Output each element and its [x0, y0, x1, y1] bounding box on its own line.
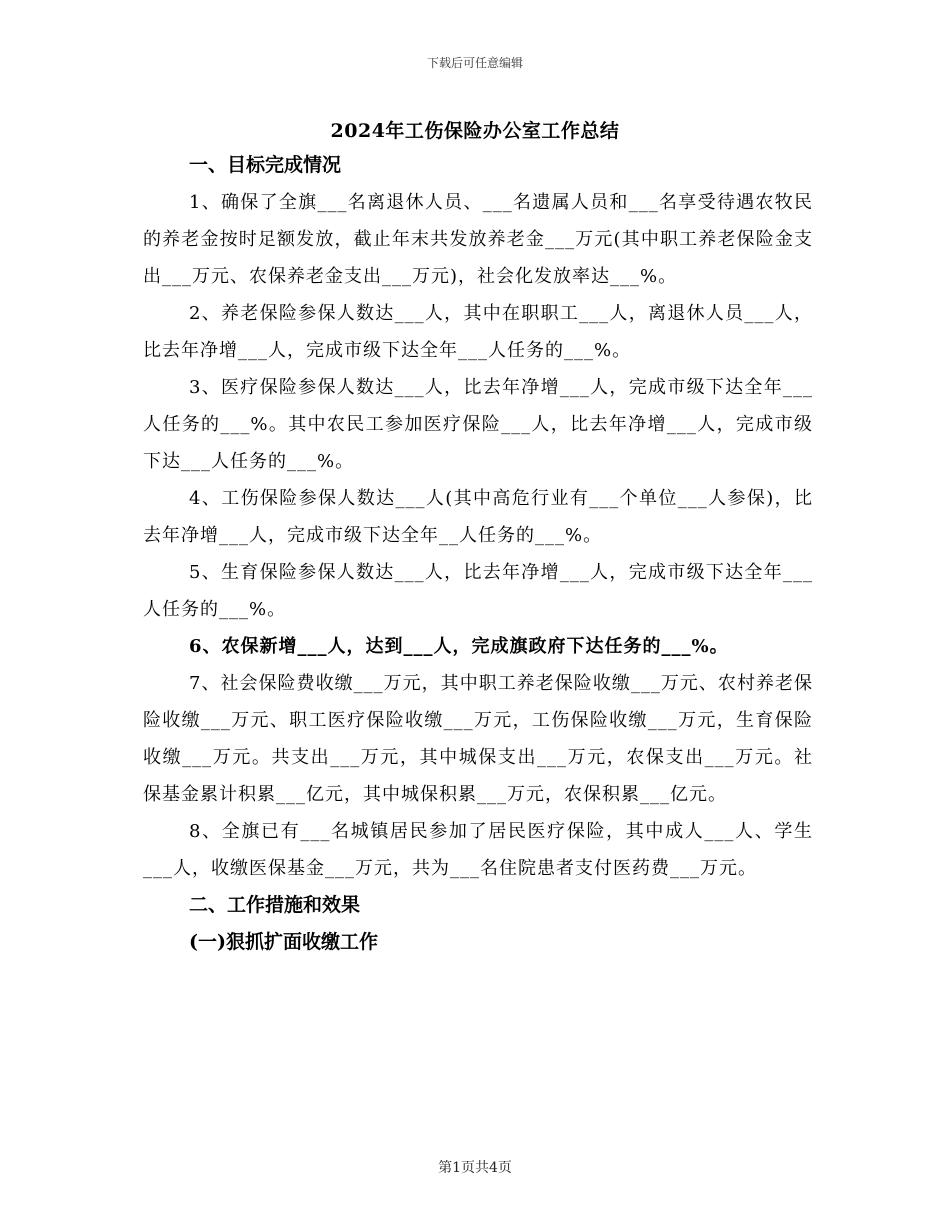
- document-title: 2024年工伤保险办公室工作总结: [330, 120, 620, 142]
- section-heading-goals: 一、目标完成情况: [189, 154, 342, 176]
- paragraph-item-6: 6、农保新增___人，达到___人，完成旗政府下达任务的___%。: [189, 636, 729, 657]
- paragraph-item-5: 5、生育保险参保人数达___人，比去年净增___人，完成市级下达全年___人任务的___%。: [143, 562, 813, 620]
- paragraph-item-3: 3、医疗保险参保人数达___人，比去年净增___人，完成市级下达全年___人任务的___%。其中农民工参加医疗保险___人，比去年净增___人，完成市级下达___人任务的___%。: [143, 377, 813, 472]
- paragraph-item-4: 4、工伤保险参保人数达___人(其中高危行业有___个单位___人参保)，比去年净增___人，完成市级下达全年__人任务的___%。: [143, 488, 813, 546]
- section-heading-measures: 二、工作措施和效果: [189, 894, 361, 916]
- paragraph-item-8: 8、全旗已有___名城镇居民参加了居民医疗保险，其中成人___人、学生___人，收缴医保基金___万元，共为___名住院患者支付医药费___万元。: [143, 821, 813, 879]
- subsection-heading-expansion: (一)狠抓扩面收缴工作: [189, 931, 378, 953]
- page-footer: 第1页共4页: [438, 1160, 512, 1176]
- paragraph-item-2: 2、养老保险参保人数达___人，其中在职职工___人，离退休人员___人，比去年净增___人，完成市级下达全年___人任务的___%。: [143, 303, 813, 361]
- document-body: [143, 147, 813, 961]
- paragraph-item-7: 7、社会保险费收缴___万元，其中职工养老保险收缴___万元、农村养老保险收缴___万元、职工医疗保险收缴___万元，工伤保险收缴___万元，生育保险收缴___万元。共支出___万元，其中城保支出___万元，农保支出___万元。社保基金累计积累___亿元，其中城保积累___万元，农保积累___亿元。: [143, 673, 813, 805]
- paragraph-item-1: 1、确保了全旗___名离退休人员、___名遗属人员和___名享受待遇农牧民的养老金按时足额发放，截止年末共发放养老金___万元(其中职工养老保险金支出___万元、农保养老金支出___万元)，社会化发放率达___%。: [143, 192, 813, 287]
- page-header: 下载后可任意编辑: [426, 56, 523, 70]
